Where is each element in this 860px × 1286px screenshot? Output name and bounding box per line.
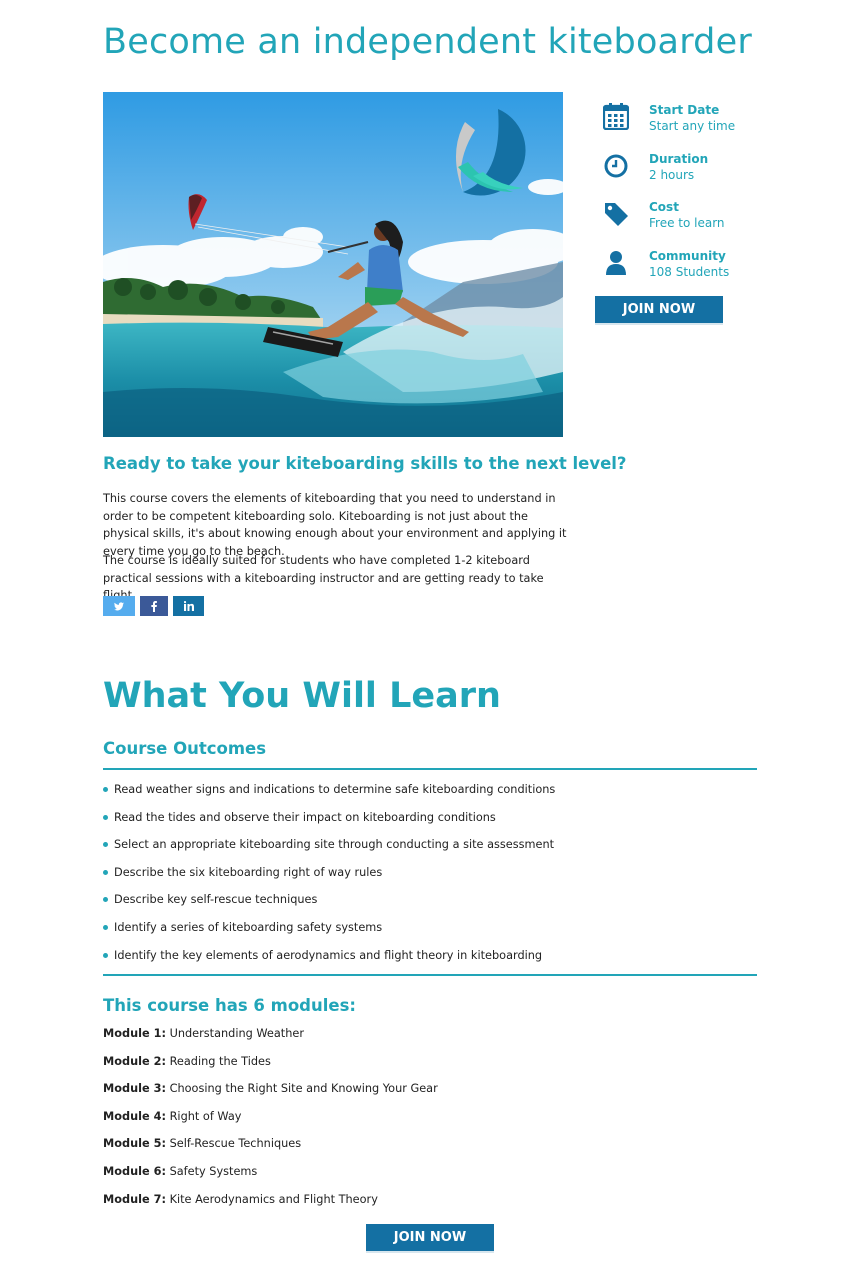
join-now-button[interactable]: JOIN NOW xyxy=(595,296,723,323)
facebook-icon xyxy=(151,601,157,612)
module-label: Module 5: xyxy=(103,1137,166,1151)
hero-image xyxy=(103,92,563,437)
module-name: Right of Way xyxy=(169,1109,242,1123)
outcome-text: Select an appropriate kiteboarding site through conducting a site assessment xyxy=(114,838,555,852)
bullet-icon xyxy=(103,815,108,820)
list-item xyxy=(103,918,757,946)
module-label: Module 3: xyxy=(103,1082,166,1096)
list-item xyxy=(103,863,757,891)
module-label: Module 7: xyxy=(103,1192,166,1206)
info-value: 2 hours xyxy=(649,167,695,182)
outcome-text: Identify a series of kiteboarding safety systems xyxy=(114,920,383,934)
module-item xyxy=(103,1052,757,1080)
info-duration xyxy=(595,147,795,196)
join-now-bottom-button[interactable]: JOIN NOW xyxy=(366,1224,494,1251)
intro-heading: Ready to take your kiteboarding skills to the next level? xyxy=(103,454,627,473)
modules-list xyxy=(103,1024,757,1217)
outcomes-list xyxy=(103,780,757,973)
bullet-icon xyxy=(103,897,108,902)
module-name: Choosing the Right Site and Knowing Your Gear xyxy=(169,1082,438,1096)
info-title: Community xyxy=(649,248,726,263)
info-value: Free to learn xyxy=(649,216,725,230)
info-title: Duration xyxy=(649,151,709,166)
info-start-date xyxy=(595,98,795,147)
intro-paragraph: This course covers the elements of kiteboarding that you need to understand in order to be competent kiteboarding solo. Kiteboarding is not just about the physical skills, it's about knowing enough about your environment and applying it every time you go to the beach. xyxy=(103,492,567,558)
module-name: Safety Systems xyxy=(169,1164,258,1178)
module-label: Module 6: xyxy=(103,1164,166,1178)
info-value: Start any time xyxy=(649,119,736,133)
info-community xyxy=(595,244,795,293)
what-you-will-learn-title: What You Will Learn xyxy=(103,676,501,716)
module-name: Self-Rescue Techniques xyxy=(169,1137,302,1151)
info-cost xyxy=(595,195,795,244)
course-outcomes-heading: Course Outcomes xyxy=(103,739,267,758)
share-twitter-button[interactable] xyxy=(103,596,135,616)
list-item xyxy=(103,890,757,918)
module-label: Module 4: xyxy=(103,1109,166,1123)
divider xyxy=(103,768,757,770)
outcome-text: Describe key self-rescue techniques xyxy=(114,893,318,907)
list-item xyxy=(103,946,757,974)
outcome-text: Describe the six kiteboarding right of way rules xyxy=(114,865,383,879)
divider xyxy=(103,974,757,976)
module-item xyxy=(103,1107,757,1135)
module-item xyxy=(103,1024,757,1052)
outcome-text: Read weather signs and indications to determine safe kiteboarding conditions xyxy=(114,783,556,796)
share-facebook-button[interactable] xyxy=(140,596,168,616)
twitter-icon xyxy=(114,602,124,611)
module-item xyxy=(103,1134,757,1162)
bullet-icon xyxy=(103,925,108,930)
clock-icon xyxy=(603,151,629,179)
outcome-text: Read the tides and observe their impact on kiteboarding conditions xyxy=(114,810,496,824)
module-item xyxy=(103,1162,757,1190)
bullet-icon xyxy=(103,953,108,958)
list-item xyxy=(103,780,757,808)
list-item xyxy=(103,808,757,836)
calendar-icon xyxy=(603,102,629,130)
module-name: Kite Aerodynamics and Flight Theory xyxy=(169,1192,378,1206)
module-item xyxy=(103,1190,757,1218)
module-label: Module 1: xyxy=(103,1027,166,1040)
module-name: Understanding Weather xyxy=(169,1027,304,1040)
share-linkedin-button[interactable] xyxy=(173,596,204,616)
bullet-icon xyxy=(103,842,108,847)
info-title: Start Date xyxy=(649,103,720,117)
page-title: Become an independent kiteboarder xyxy=(103,22,752,62)
course-info-sidebar xyxy=(595,98,795,292)
user-icon xyxy=(603,248,629,276)
module-name: Reading the Tides xyxy=(169,1054,271,1068)
info-title: Cost xyxy=(649,200,679,214)
bullet-icon xyxy=(103,870,108,875)
tag-icon xyxy=(603,199,629,227)
module-item xyxy=(103,1079,757,1107)
info-value: 108 Students xyxy=(649,264,730,279)
bullet-icon xyxy=(103,787,108,792)
linkedin-icon xyxy=(184,601,194,611)
modules-heading: This course has 6 modules: xyxy=(103,996,357,1015)
list-item xyxy=(103,835,757,863)
module-label: Module 2: xyxy=(103,1054,166,1068)
intro-paragraph: The course is ideally suited for students who have completed 1-2 kiteboard practical sessions with a kiteboarding instructor and are getting ready to take xyxy=(103,554,544,585)
outcome-text: Identify the key elements of aerodynamics and flight theory in kiteboarding xyxy=(114,948,543,962)
